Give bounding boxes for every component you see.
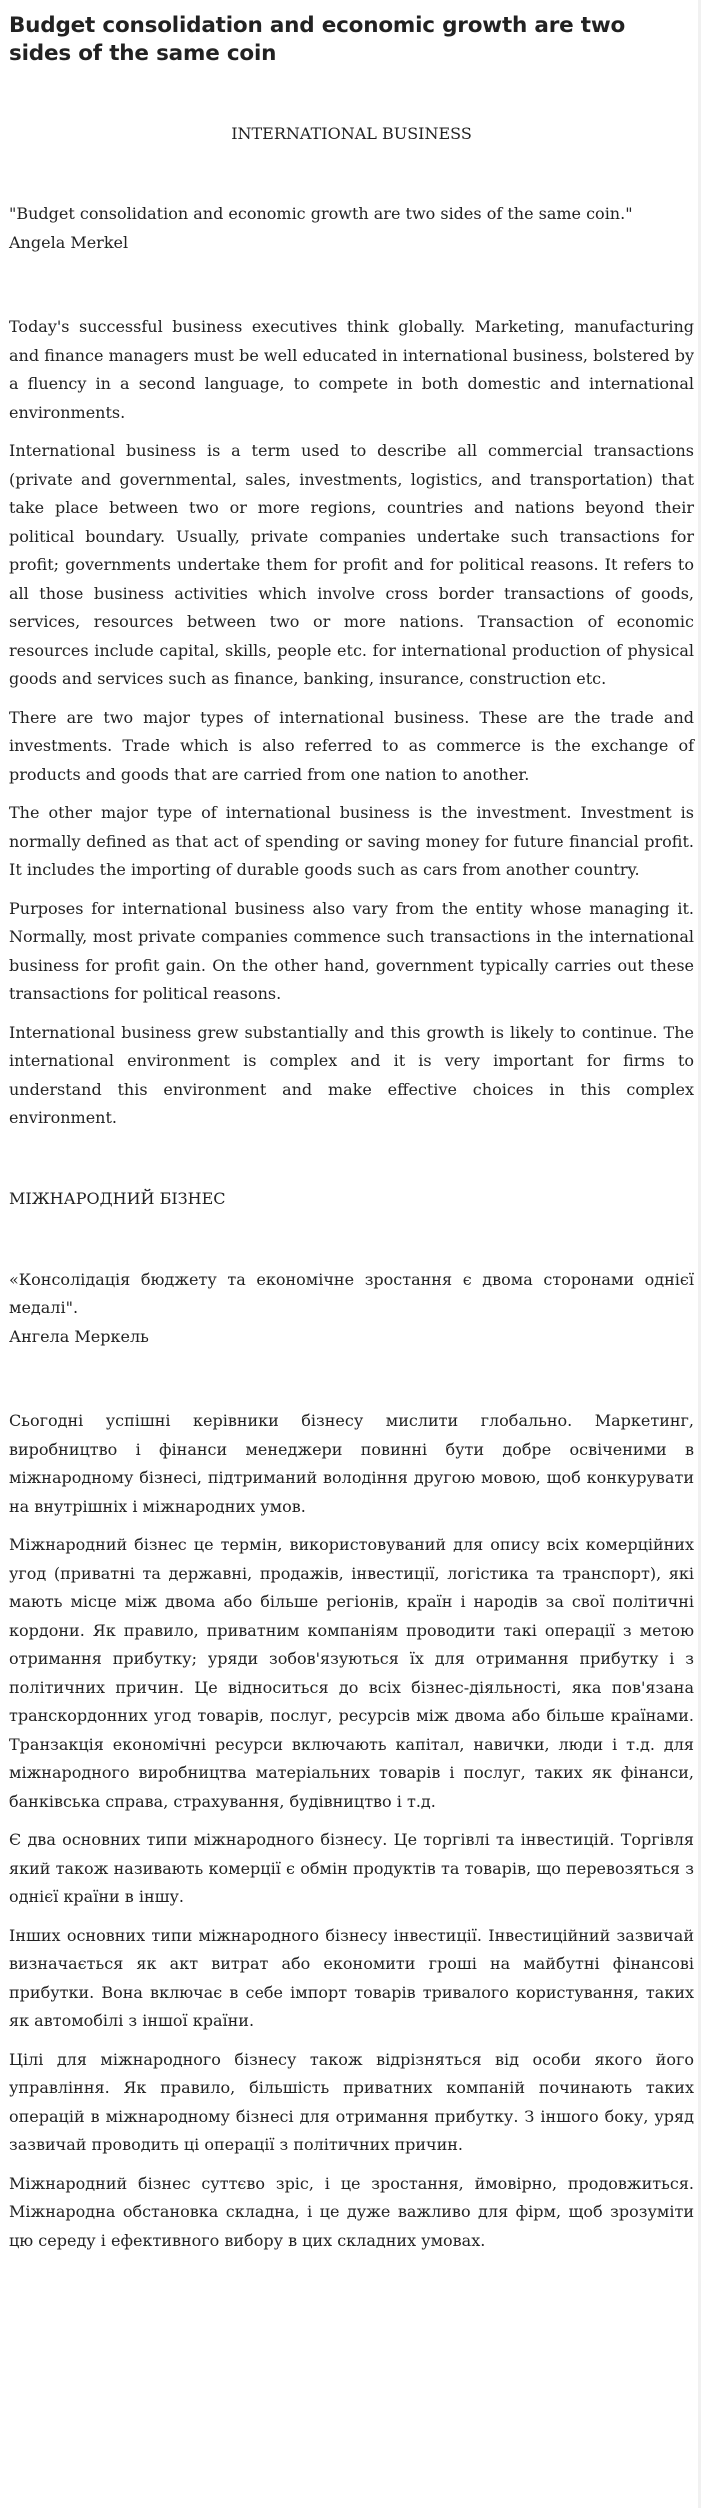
ukrainian-quote-block	[9, 1266, 694, 1352]
ukrainian-paragraph: Міжнародний бізнес суттєво зріс, і це зростання, ймовірно, продовжиться. Міжнародна обстановка складна, і це дуже важливо для фірм, щоб зрозуміти цю середу і ефективного вибору в цих складних умовах.	[9, 2173, 694, 2250]
english-paragraph: International business is a term used to describe all commercial transactions (private and governmental, sales, investments, logistics, and transportation) that take place between two or more regions, countries and nations beyond their political boundary. Usually, private companies undertake such transactions for profit; governments undertake them for profit and for political reasons. It refers to all those business activities which involve cross border transactions of goods, services, resources between two or more nations. Transaction of economic resources include capital, skills, people etc. for international production of physical goods and services such as finance, banking, insurance, construction etc.	[9, 441, 694, 688]
ukrainian-heading: МІЖНАРОДНИЙ БІЗНЕС	[9, 1188, 226, 1208]
ukrainian-body	[9, 1407, 694, 2255]
english-paragraph: Purposes for international business also vary from the entity whose managing it. Normally, most private companies commence such transactions in the international business for profit gain. On the other hand, government typically carries out these transactions for political reasons.	[9, 898, 694, 1003]
english-quote-author: Angela Merkel	[9, 232, 129, 252]
article-title: Budget consolidation and economic growth are two sides of the same coin	[9, 13, 626, 66]
english-paragraph: Today's successful business executives think globally. Marketing, manufacturing and finance managers must be well educated in international business, bolstered by a fluency in a second language, to compete in both domestic and international environments.	[9, 317, 694, 422]
ukrainian-section	[9, 1187, 694, 2256]
english-body	[9, 313, 694, 1133]
english-section	[9, 122, 694, 1133]
english-paragraph: International business grew substantially and this growth is likely to continue. The international environment is complex and it is very important for firms to understand this environment and make effective choices in this complex environment.	[9, 1022, 694, 1127]
english-paragraph: There are two major types of international business. These are the trade and investments. Trade which is also referred to as commerce is the exchange of products and goods that are carried from one nation to another.	[9, 707, 694, 784]
ukrainian-quote-author: Ангела Меркель	[9, 1326, 149, 1346]
english-paragraph: The other major type of international business is the investment. Investment is normally defined as that act of spending or saving money for future financial profit. It includes the importing of durable goods such as cars from another country.	[9, 803, 694, 879]
ukrainian-paragraph: Є два основних типи міжнародного бізнесу. Це торгівлі та інвестицій. Торгівля який також називають комерції є обмін продуктів та товарів, що перевозяться з однієї країни в іншу.	[9, 1830, 694, 1906]
ukrainian-paragraph: Міжнародний бізнес це термін, використовуваний для опису всіх комерційних угод (приватні та державні, продажів, інвестиції, логістика та транспорт), які мають місце між двома або більше регіонів, країн і народів за свої політичні кордони. Як правило, приватним компаніям проводити такі операції з метою отримання прибутку; уряди зобов'язуються їх для отримання прибутку і з політичних причин. Це відноситься до всіх бізнес-діяльності, яка пов'язана транскордонних угод товарів, послуг, ресурсів між двома або більше країнами. Транзакція економічні ресурси включають капітал, навички, люди і т.д. для міжнародного виробництва матеріальних товарів і послуг, таких як фінанси, банківська справа, страхування, будівництво і т.д.	[9, 1535, 694, 1811]
english-quote-block	[9, 200, 694, 257]
ukrainian-paragraph: Цілі для міжнародного бізнесу також відрізняться від особи якого його управління. Як правило, більшість приватних компаній починають таких операцій в міжнародному бізнесі для отримання прибутку. З іншого боку, уряд зазвичай проводить ці операції з політичних причин.	[9, 2049, 694, 2154]
english-quote: "Budget consolidation and economic growth are two sides of the same coin."	[9, 204, 633, 223]
ukrainian-quote: «Консолідація бюджету та економічне зростання є двома сторонами однієї медалі".	[9, 1269, 694, 1317]
english-heading: INTERNATIONAL BUSINESS	[231, 124, 472, 143]
ukrainian-paragraph: Інших основних типи міжнародного бізнесу інвестиції. Інвестиційний зазвичай визначається як акт витрат або економити гроші на майбутні фінансові прибутки. Вона включає в себе імпорт товарів тривалого користування, таких як автомобілі з іншої країни.	[9, 1925, 694, 2030]
ukrainian-paragraph: Сьогодні успішні керівники бізнесу мислити глобально. Маркетинг, виробництво і фінанси менеджери повинні бути добре освіченими в міжнародному бізнесі, підтриманий володіння другою мовою, щоб конкурувати на внутрішніх і міжнародних умов.	[9, 1411, 694, 1516]
